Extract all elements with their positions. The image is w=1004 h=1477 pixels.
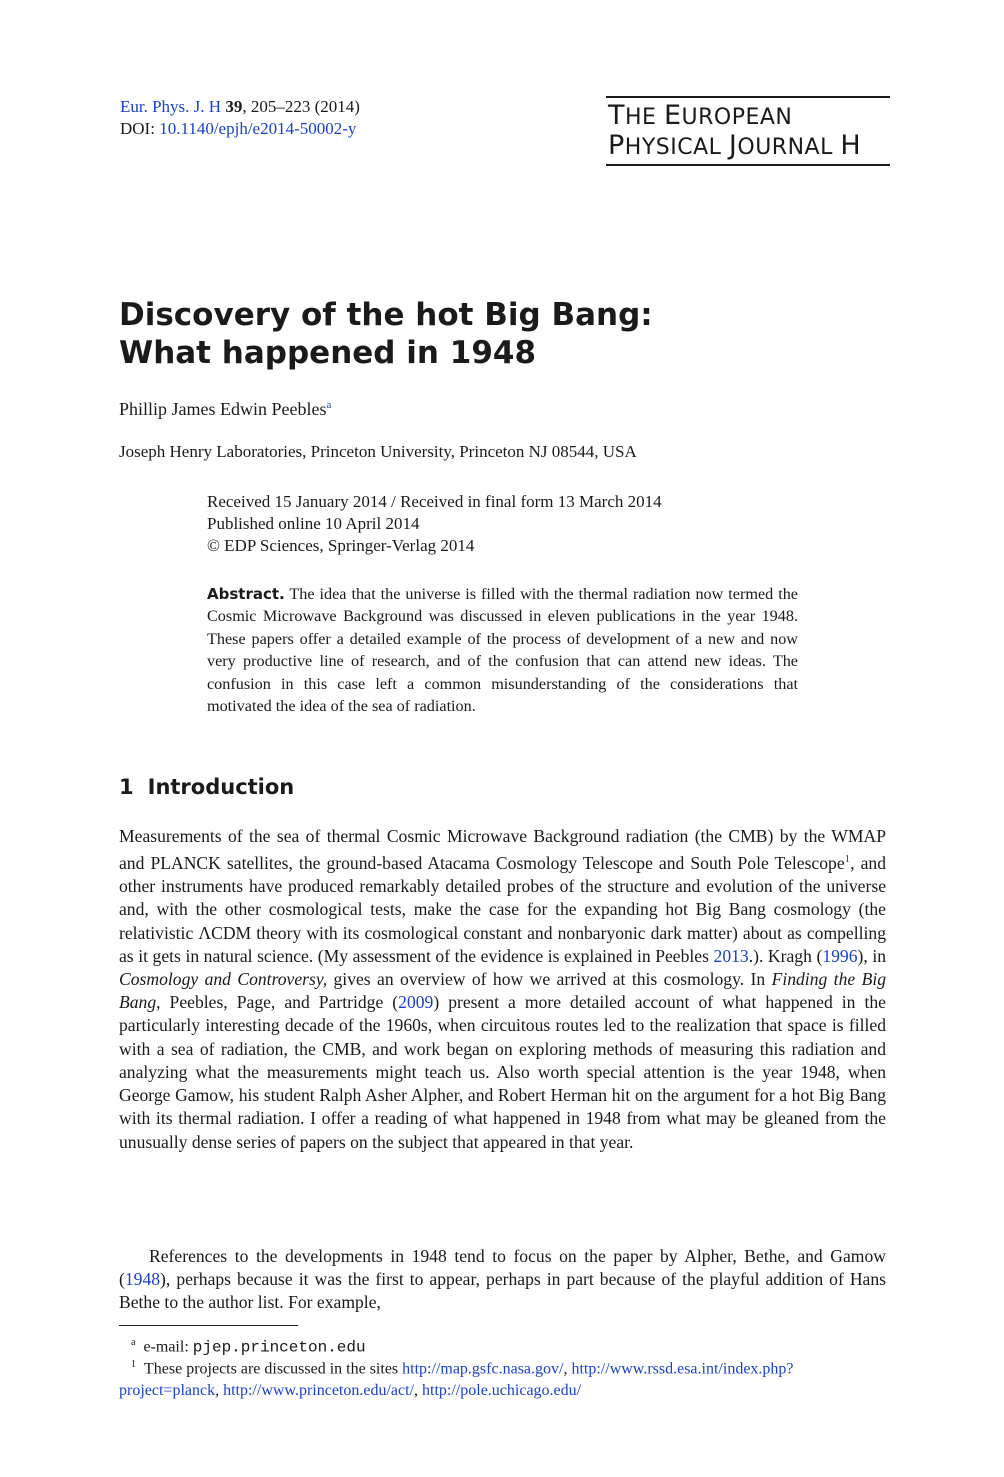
url-link[interactable]: http://pole.uchicago.edu/ xyxy=(422,1382,582,1400)
book-title: Cosmology and Controversy, xyxy=(119,969,328,990)
logo-letter: H xyxy=(840,130,862,161)
section-title: Introduction xyxy=(147,775,295,799)
journal-link[interactable]: Eur. Phys. J. H xyxy=(120,97,222,116)
volume: 39 xyxy=(225,97,243,116)
section-heading xyxy=(119,775,294,799)
publication-dates xyxy=(207,491,662,557)
journal-logo-line-2 xyxy=(608,132,890,162)
citation-block xyxy=(120,96,360,140)
url-link[interactable]: http://www.princeton.edu/act/ xyxy=(223,1382,415,1400)
separator: , xyxy=(414,1382,423,1400)
body-paragraph xyxy=(119,1245,886,1315)
journal-logo xyxy=(606,96,890,166)
doi-link[interactable]: 10.1140/epjh/e2014-50002-y xyxy=(159,119,357,138)
book-title: Finding the Big Bang xyxy=(119,969,887,1013)
received-date: Received 15 January 2014 / Received in final form 13 March 2014 xyxy=(207,492,662,511)
abstract-text: The idea that the universe is filled with the thermal radiation now termed the Cosmic Microwave Background was discussed in eleven publications in the year 1948. These papers offer a detailed example of the process of development of a new and now very productive line of research, and of the confusion that can attend new ideas. The confusion in this case left a common misunderstanding of the considerations that motivated the idea of the sea of radiation. xyxy=(207,585,798,716)
footnote-ref[interactable]: 1 xyxy=(844,853,851,866)
author-name: Phillip James Edwin Peebles xyxy=(119,399,327,419)
abstract xyxy=(207,583,798,717)
footnote-mark: 1 xyxy=(131,1359,136,1370)
logo-text: HE xyxy=(625,105,664,130)
footnote-label: e-mail: xyxy=(143,1338,193,1356)
separator: , xyxy=(563,1360,572,1378)
citation-link[interactable]: 2009 xyxy=(398,992,434,1013)
citation-link[interactable]: 1948 xyxy=(124,1269,161,1290)
section-number: 1 xyxy=(119,775,134,799)
title-line-1: Discovery of the hot Big Bang: xyxy=(119,297,653,333)
title-line-2: What happened in 1948 xyxy=(119,335,537,371)
text-run: , Peebles, Page, and Partridge ( xyxy=(156,992,399,1013)
citation-line xyxy=(120,96,360,118)
url-link[interactable]: http://map.gsfc.nasa.gov/ xyxy=(402,1360,564,1378)
text-run: , and other instruments have produced remarkably detailed probes of the structure and evolution of the universe and, with the other cosmological tests, make the case for the expanding hot Big Bang cosmology (the relativistic ΛCDM theory with its cosmological constant and nonbaryonic dark matter) about as compelling as it gets in natural science. (My assessment of the evidence is explained in Peebles xyxy=(119,853,887,966)
author xyxy=(119,399,331,420)
logo-letter: E xyxy=(663,100,682,131)
footnote-mark: a xyxy=(131,1337,136,1348)
author-footnote-mark[interactable]: a xyxy=(326,399,332,411)
doi-line xyxy=(120,118,360,140)
text-run: References to the developments in 1948 tend to focus on the paper by Alpher, Bethe, and Gamow ( xyxy=(119,1246,886,1290)
body-paragraph xyxy=(119,825,886,1154)
logo-text: OURNAL xyxy=(737,135,841,160)
text-run: .). Kragh ( xyxy=(748,945,823,966)
published-date: Published online 10 April 2014 xyxy=(207,514,420,533)
affiliation: Joseph Henry Laboratories, Princeton University, Princeton NJ 08544, USA xyxy=(119,442,637,461)
abstract-heading: Abstract. xyxy=(207,585,285,603)
logo-text: HYSICAL xyxy=(624,135,729,160)
journal-logo-line-1 xyxy=(608,102,890,132)
copyright: © EDP Sciences, Springer-Verlag 2014 xyxy=(207,536,475,555)
footnote-divider xyxy=(119,1325,298,1326)
text-run: ), in xyxy=(857,945,887,966)
text-run: ), perhaps because it was the first to appear, perhaps in part because of the playful addition of Hans Bethe to the author list. For example, xyxy=(119,1269,886,1313)
logo-letter: J xyxy=(728,130,738,161)
logo-text: UROPEAN xyxy=(681,105,793,130)
text-run: ) present a more detailed account of what happened in the particularly interesting decade of the 1960s, when circuitous routes led to the realization that space is filled with a sea of radiation, the CMB, and work began on exploring methods of measuring this radiation and analyzing what the measurements might teach us. Also worth special attention is the year 1948, when George Gamow, his student Ralph Asher Alpher, and Robert Herman hit on the argument for a hot Big Bang with its thermal radiation. I offer a reading of what happened in 1948 from what may be gleaned from the unusually dense series of papers on the subject that appeared in that year. xyxy=(119,992,886,1152)
separator: , xyxy=(215,1382,224,1400)
logo-letter: P xyxy=(608,130,625,161)
doi-label: DOI: xyxy=(120,119,160,138)
footnote-text: These projects are discussed in the sites xyxy=(144,1360,403,1378)
text-run: Measurements of the sea of thermal Cosmic Microwave Background radiation (the CMB) by the WMAP and PLANCK satellites, the ground-based Atacama Cosmology Telescope and South Pole Telescope xyxy=(119,826,886,874)
text-run: gives an overview of how we arrived at this cosmology. In xyxy=(327,969,772,990)
paper-title xyxy=(119,296,653,372)
footnote-1 xyxy=(119,1354,886,1402)
citation-link[interactable]: 1996 xyxy=(822,945,858,966)
url-link[interactable]: http://www.rssd.esa.int/index.php?project=planck xyxy=(119,1360,794,1400)
pages-year: , 205–223 (2014) xyxy=(242,97,360,116)
logo-letter: T xyxy=(608,100,625,131)
citation-link[interactable]: 2013 xyxy=(713,945,749,966)
email-address[interactable]: pjep.princeton.edu xyxy=(192,1338,366,1357)
